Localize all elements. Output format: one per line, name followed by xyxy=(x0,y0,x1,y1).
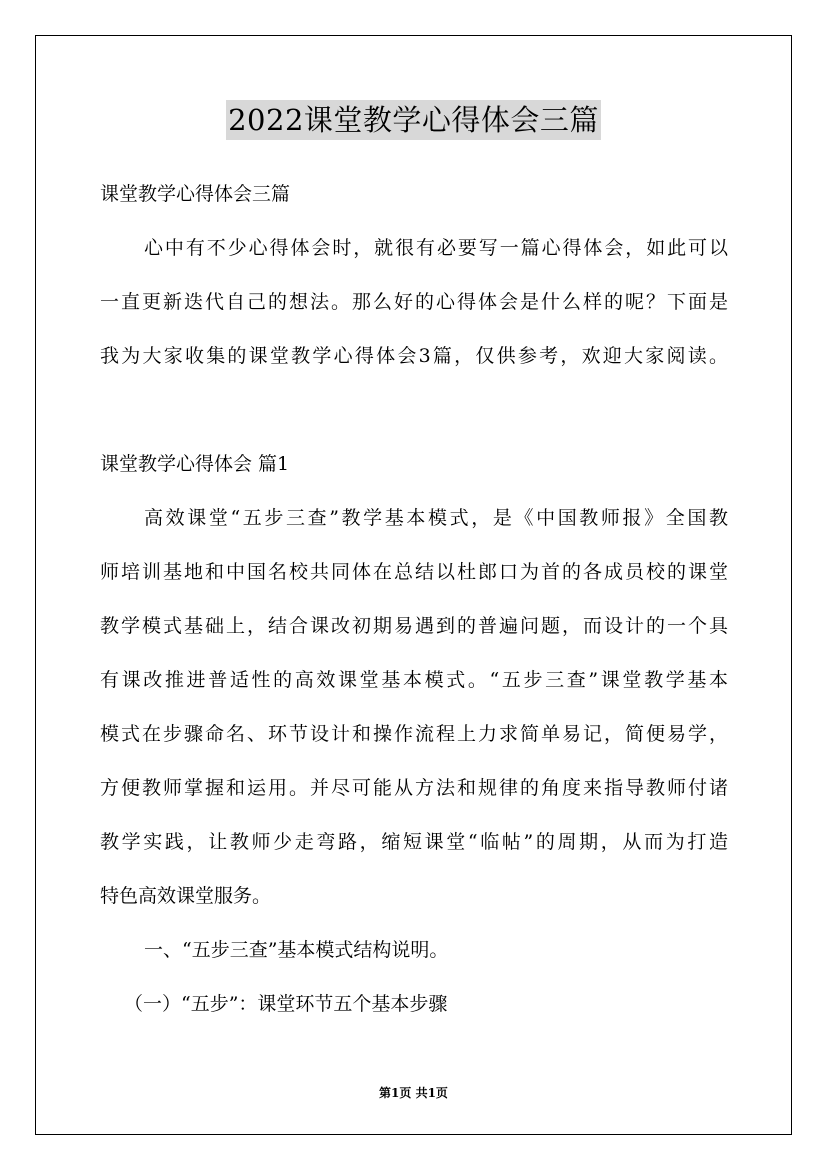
point-heading-1: 一、“五步三查”基本模式结构说明。 xyxy=(144,939,449,961)
body-line-2: 师培训基地和中国名校共同体在总结以杜郎口为首的各成员校的课堂 xyxy=(100,561,728,583)
document-subtitle: 课堂教学心得体会三篇 xyxy=(100,183,291,205)
document-title: 2022课堂教学心得体会三篇 xyxy=(226,100,601,140)
section-heading: 课堂教学心得体会 篇1 xyxy=(100,453,290,475)
body-line-4: 有课改推进普适性的高效课堂基本模式。“五步三查”课堂教学基本 xyxy=(100,669,728,691)
body-line-7: 教学实践，让教师少走弯路，缩短课堂“临帖”的周期，从而为打造 xyxy=(100,831,728,853)
body-line-5: 模式在步骤命名、环节设计和操作流程上力求简单易记，简便易学， xyxy=(100,723,728,745)
body-line-1: 高效课堂“五步三查”教学基本模式，是《中国教师报》全国教 xyxy=(144,507,728,529)
document-body xyxy=(100,176,728,1040)
body-line-8: 特色高效课堂服务。 xyxy=(100,885,272,907)
intro-line-1: 心中有不少心得体会时，就很有必要写一篇心得体会，如此可以 xyxy=(144,237,728,259)
title-container xyxy=(0,100,827,140)
body-line-3: 教学模式基础上，结合课改初期易遇到的普遍问题，而设计的一个具 xyxy=(100,615,728,637)
page-footer: 第1页 共1页 xyxy=(379,1086,448,1100)
body-line-6: 方便教师掌握和运用。并尽可能从方法和规律的角度来指导教师付诸 xyxy=(100,777,728,799)
point-subheading-1: （一）“五步”：课堂环节五个基本步骤 xyxy=(124,993,448,1015)
intro-line-3: 我为大家收集的课堂教学心得体会3篇，仅供参考，欢迎大家阅读。 xyxy=(100,345,728,367)
paragraph-gap xyxy=(100,392,728,446)
intro-line-2: 一直更新迭代自己的想法。那么好的心得体会是什么样的呢？下面是 xyxy=(100,291,728,313)
